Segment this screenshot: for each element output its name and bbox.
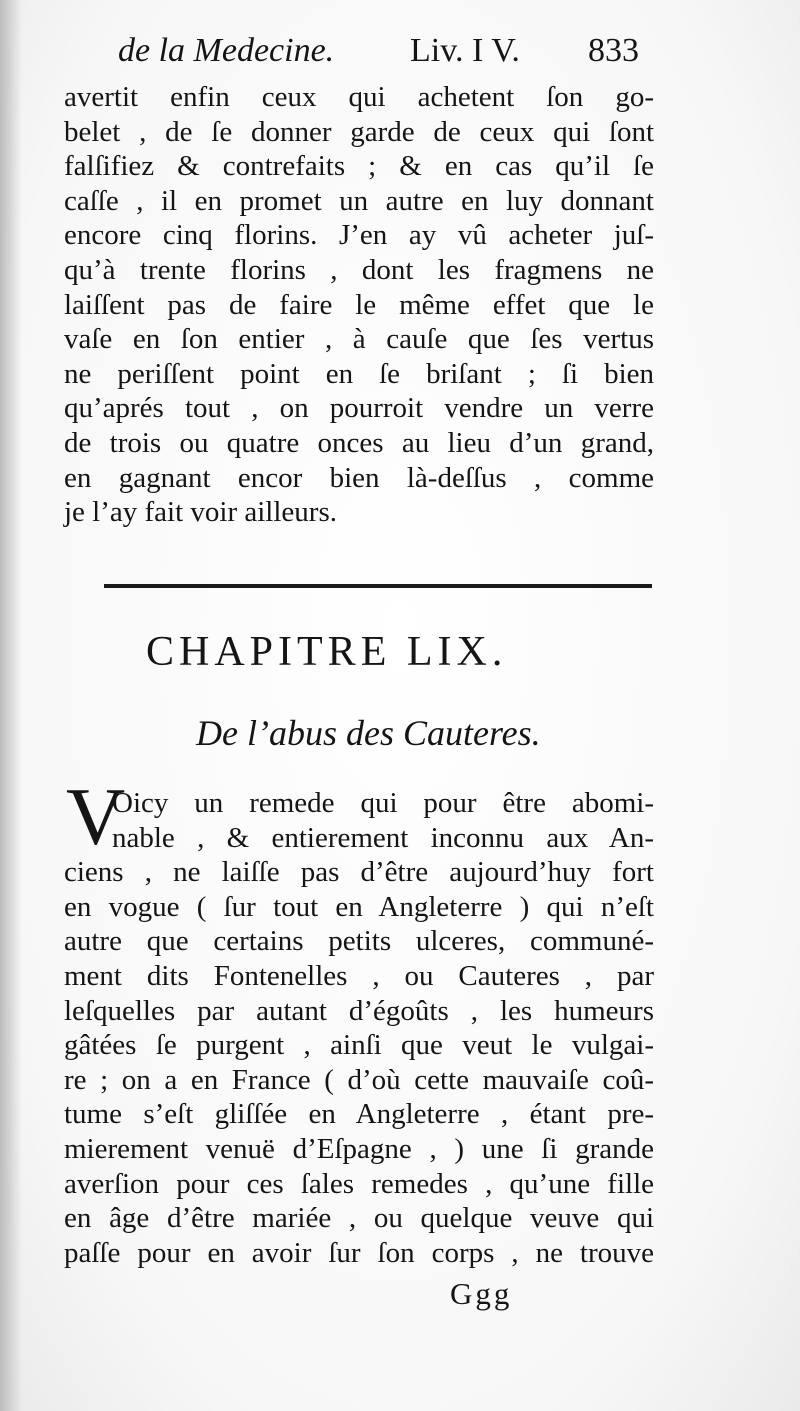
text-line: encore cinq florins. J’en ay vû acheter juſ- [64, 219, 654, 252]
text-line: laiſſent pas de faire le même effet que le [64, 288, 654, 321]
text-line: qu’à trente florins , dont les fragmens ne [64, 253, 654, 286]
top-paragraph [64, 80, 654, 530]
text-line: nable , & entierement inconnu aux An- [112, 821, 654, 854]
text-line: re ; on a en France ( d’où cette mauvaiſe coû- [64, 1063, 654, 1096]
running-head [118, 32, 678, 76]
running-head-title: de la Medecine. [118, 32, 335, 69]
text-line: falſifiez & contrefaits ; & en cas qu’il ſe [64, 150, 654, 183]
chapter-title: CHAPITRE LIX. [146, 629, 508, 675]
drop-cap: V [66, 771, 126, 862]
text-line: gâtées ſe purgent , ainſi que veut le vulgai- [64, 1029, 654, 1062]
text-line: qu’aprés tout , on pourroit vendre un verre [64, 392, 654, 425]
page-number: 833 [588, 32, 639, 69]
signature-mark: Ggg [450, 1276, 513, 1311]
text-line: belet , de ſe donner garde de ceux qui ſont [64, 115, 654, 148]
text-line: tume s’eſt gliſſée en Angleterre , étant pre- [64, 1098, 654, 1131]
text-line: en gagnant encor bien là-deſſus , comme [64, 461, 654, 494]
body-paragraph [64, 786, 654, 1270]
text-line: vaſe en ſon entier , à cauſe que ſes vertus [64, 323, 654, 356]
text-line: ne periſſent point en ſe briſant ; ſi bien [64, 357, 654, 390]
text-line: en âge d’être mariée , ou quelque veuve qui [64, 1202, 654, 1235]
text-line: caſſe , il en promet un autre en luy donnant [64, 184, 654, 217]
text-line: averſion pour ces ſales remedes , qu’une fille [64, 1167, 654, 1200]
text-line: ciens , ne laiſſe pas d’être aujourd’huy fort [64, 856, 654, 889]
text-line: paſſe pour en avoir ſur ſon corps , ne trouve [64, 1236, 654, 1269]
text-line: Oicy un remede qui pour être abomi- [112, 787, 654, 819]
text-line: autre que certains petits ulceres, communé- [64, 925, 654, 958]
text-line: en vogue ( ſur tout en Angleterre ) qui n’eſt [64, 890, 654, 923]
gutter-shadow [0, 0, 22, 1411]
text-line: leſquelles par autant d’égoûts , les humeurs [64, 994, 654, 1027]
text-line: ment dits Fontenelles , ou Cauteres , par [64, 959, 654, 992]
chapter-subtitle: De l’abus des Cauteres. [196, 713, 541, 753]
text-line: mierement venuë d’Eſpagne , ) une ſi grande [64, 1132, 654, 1165]
text-line: de trois ou quatre onces au lieu d’un grand, [64, 426, 654, 459]
section-rule [104, 584, 652, 588]
running-head-book: Liv. I V. [410, 32, 520, 69]
text-line: je l’ay fait voir ailleurs. [64, 496, 337, 529]
text-line: avertit enfin ceux qui achetent ſon go- [64, 81, 654, 113]
